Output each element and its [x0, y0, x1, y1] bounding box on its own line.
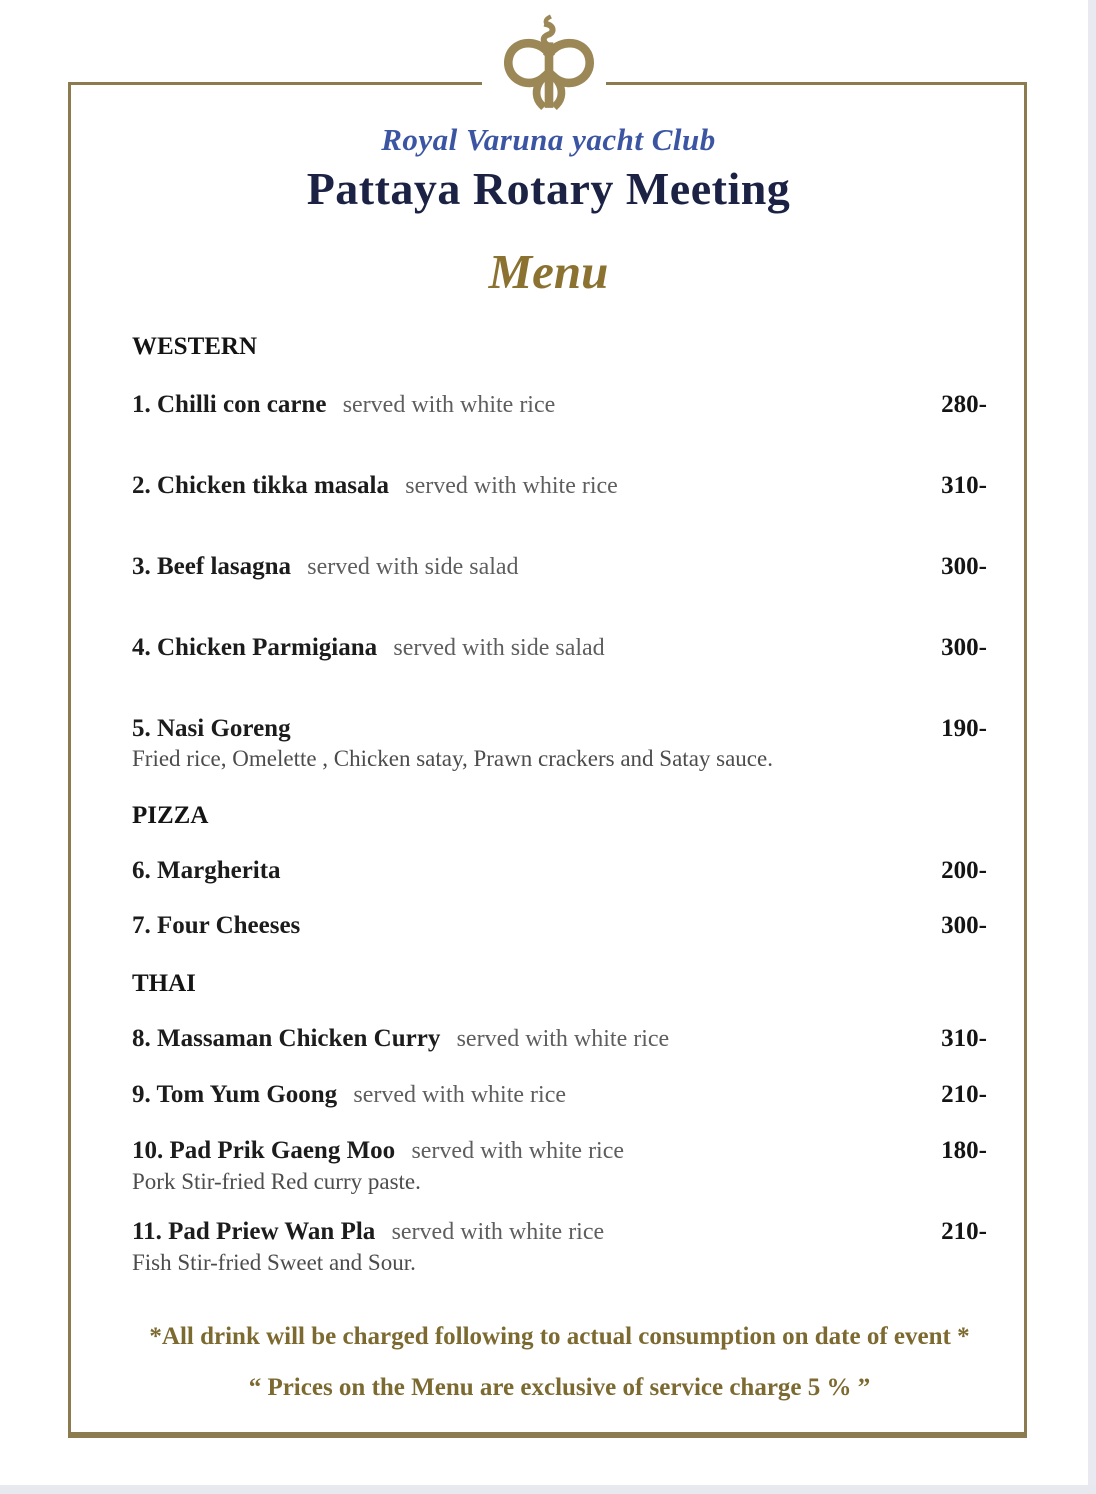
item-price: 280-	[941, 391, 987, 418]
menu-item-nasi-goreng	[132, 713, 987, 773]
item-serving: served with white rice	[405, 473, 618, 499]
photo-edge-bottom	[0, 1485, 1096, 1494]
item-name: 2. Chicken tikka masala	[132, 472, 389, 499]
drinks-note: *All drink will be charged following to actual consumption on date of event *	[149, 1323, 970, 1350]
item-serving: served with side salad	[307, 554, 519, 580]
item-serving: served with white rice	[342, 392, 556, 418]
item-serving: served with white rice	[456, 1026, 670, 1052]
item-name: 8. Massaman Chicken Curry	[132, 1025, 441, 1052]
menu-item-chicken-tikka-masala	[132, 470, 987, 502]
item-price: 300-	[941, 912, 987, 939]
item-price: 210-	[941, 1081, 987, 1108]
item-name: 9. Tom Yum Goong	[132, 1081, 338, 1108]
item-description: Pork Stir-fried Red curry paste.	[132, 1169, 421, 1194]
section-heading-pizza: PIZZA	[132, 802, 209, 829]
menu-item-beef-lasagna	[132, 551, 987, 583]
menu-item-four-cheeses	[132, 910, 987, 941]
item-price: 180-	[941, 1137, 987, 1164]
menu-item-pad-prik-gaeng-moo	[132, 1135, 987, 1196]
menu-item-chicken-parmigiana	[132, 632, 987, 664]
menu-item-chilli-con-carne	[132, 389, 987, 421]
section-heading-thai: THAI	[132, 970, 196, 997]
service-charge-note: “ Prices on the Menu are exclusive of service charge 5 % ”	[248, 1374, 871, 1401]
item-name: 1. Chilli con carne	[132, 391, 327, 418]
footer-notes	[132, 1323, 987, 1402]
item-price: 190-	[941, 715, 987, 742]
item-price: 300-	[941, 634, 987, 661]
item-price: 310-	[941, 472, 987, 499]
section-pizza	[132, 800, 987, 941]
menu-body	[132, 331, 987, 1402]
item-serving: served with white rice	[391, 1219, 605, 1245]
item-price: 310-	[941, 1025, 987, 1052]
photo-edge-right	[1088, 0, 1096, 1494]
item-name: 6. Margherita	[132, 857, 281, 884]
item-name: 7. Four Cheeses	[132, 912, 301, 939]
item-price: 300-	[941, 553, 987, 580]
menu-item-massaman-chicken-curry	[132, 1023, 987, 1055]
menu-header	[70, 14, 1027, 300]
item-description: Fried rice, Omelette , Chicken satay, Prawn crackers and Satay sauce.	[132, 746, 773, 771]
item-price: 200-	[941, 857, 987, 884]
section-thai	[132, 968, 987, 1277]
menu-item-margherita	[132, 855, 987, 886]
menu-content	[70, 0, 1027, 1402]
page-title: Pattaya Rotary Meeting	[306, 163, 791, 214]
item-name: 3. Beef lasagna	[132, 553, 292, 580]
royal-varuna-logo	[70, 14, 1027, 126]
section-heading-western: WESTERN	[132, 333, 258, 360]
item-serving: served with side salad	[393, 635, 605, 661]
menu-item-pad-priew-wan-pla	[132, 1216, 987, 1277]
menu-heading: Menu	[488, 244, 609, 299]
club-name: Royal Varuna yacht Club	[381, 122, 716, 157]
section-western	[132, 331, 987, 773]
item-price: 210-	[941, 1218, 987, 1245]
item-name: 10. Pad Prik Gaeng Moo	[132, 1137, 396, 1164]
item-name: 5. Nasi Goreng	[132, 715, 291, 742]
item-name: 4. Chicken Parmigiana	[132, 634, 378, 661]
item-name: 11. Pad Priew Wan Pla	[132, 1218, 376, 1245]
item-description: Fish Stir-fried Sweet and Sour.	[132, 1250, 416, 1275]
yacht-club-knot-icon	[497, 14, 601, 126]
menu-item-tom-yum-goong	[132, 1079, 987, 1111]
item-serving: served with white rice	[353, 1082, 567, 1108]
item-serving: served with white rice	[411, 1138, 625, 1164]
